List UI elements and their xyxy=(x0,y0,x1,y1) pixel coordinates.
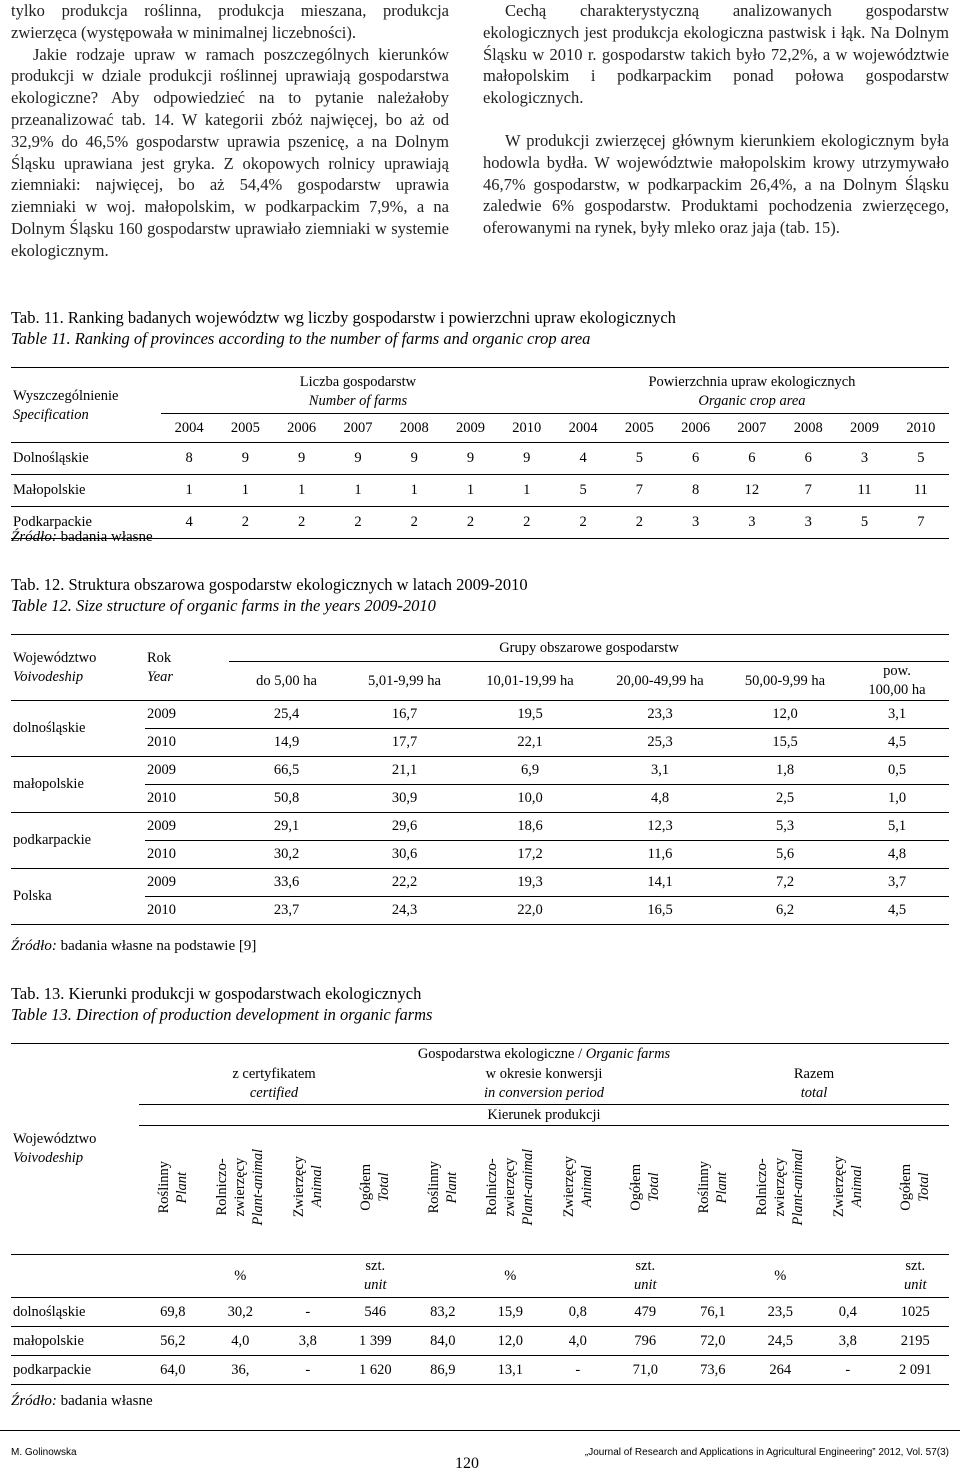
voiv-en: Voivodeship xyxy=(13,668,84,685)
table-row xyxy=(11,443,949,475)
year-cell: 2006 xyxy=(274,414,330,443)
table-cell: 24,3 xyxy=(391,902,418,918)
year-cell: 2010 xyxy=(147,902,176,918)
caption-en: Table 12. Size structure of organic farms in the years 2009-2010 xyxy=(11,596,436,615)
voiv-header xyxy=(11,635,145,701)
table-cell: 22,1 xyxy=(517,734,543,750)
table-cell: 3,8 xyxy=(298,1332,317,1349)
table-cell: 17,7 xyxy=(391,734,418,750)
table-cell: 50,8 xyxy=(273,790,300,806)
year-pl: Rok xyxy=(147,649,172,666)
table-cell: 73,6 xyxy=(700,1361,726,1378)
table-cell: 22,2 xyxy=(344,869,465,897)
table-cell: 4,5 xyxy=(887,902,907,918)
table-cell: 14,1 xyxy=(595,869,725,897)
farms-header xyxy=(139,1044,949,1065)
table-cell: 1 xyxy=(523,482,531,498)
table-cell: 9 xyxy=(410,450,418,466)
area-pl: Powierzchnia upraw ekologicznych xyxy=(648,374,856,391)
group-header xyxy=(679,1064,949,1105)
table-cell: 30,2 xyxy=(227,1303,253,1320)
table-cell: 19,3 xyxy=(465,869,595,897)
year-cell: 2010 xyxy=(147,734,176,750)
table-cell: 29,1 xyxy=(229,813,344,841)
table-cell: 1,0 xyxy=(887,790,907,806)
table-row xyxy=(11,1298,949,1327)
table-row xyxy=(11,1356,949,1385)
caption-pl: Tab. 11. Ranking badanych województw wg liczby gospodarstw i powierzchni upraw ekologicznych xyxy=(11,308,676,327)
table-cell: 264 xyxy=(769,1361,792,1378)
farms-en: Number of farms xyxy=(308,393,408,410)
region-label: podkarpackie xyxy=(11,813,145,869)
table-cell: 12,0 xyxy=(725,701,845,729)
table-13-source xyxy=(11,1392,153,1410)
sub-header-plant-animal: Rolniczo- zwierzęcy Plant-animal xyxy=(484,1148,537,1226)
table-cell: 24,5 xyxy=(767,1332,793,1349)
table-cell: 2 xyxy=(579,514,587,530)
col-header xyxy=(845,662,949,701)
table-cell: 7 xyxy=(804,482,812,498)
table-cell: 5 xyxy=(917,450,925,466)
unit-szt: szt. unit xyxy=(903,1258,927,1293)
group-pl: w okresie konwersji xyxy=(485,1066,603,1082)
spec-pl: Wyszczególnienie xyxy=(13,388,119,404)
year-cell: 2009 xyxy=(145,701,229,729)
table-cell: 2 091 xyxy=(898,1361,932,1378)
farms-header-en: Organic farms xyxy=(585,1045,671,1062)
table-cell: 12 xyxy=(744,482,760,498)
footer-rule xyxy=(0,1430,960,1431)
table-row xyxy=(11,475,949,507)
year-cell: 2009 xyxy=(145,869,229,897)
table-cell: 3 xyxy=(860,450,869,466)
year-cell: 2010 xyxy=(147,846,176,862)
paragraph: Jakie rodzaje upraw w ramach poszczególnych kierunków produkcji w dziale produkcji roślinnej uprawiają gospodarstwa ekologiczne? Aby odpowiedzieć na to pytanie należałoby przeanalizować tab. 14. W kategorii zbóż najwięcej, bo aż od 32,9% do 46,5% gospodarstw uprawia pszenicę, a na Dolnym Śląsku uprawiana jest gryka. Z okopowych rolnicy uprawiają ziemniaki: najwięcej, bo aż 54,4% gospodarstw uprawia ziemniaki w woj. małopolskim, w podkarpackim 7,9%, a na Dolnym Śląsku 160 gospodarstw uprawiało ziemniaki w systemie ekologicznym. xyxy=(11,44,449,260)
year-header xyxy=(145,635,229,701)
table-12 xyxy=(11,634,949,925)
source-label: Źródło: xyxy=(11,529,57,545)
group-en: in conversion period xyxy=(483,1085,604,1101)
table-cell: 18,6 xyxy=(465,813,595,841)
farms-header xyxy=(161,368,555,414)
group-en: total xyxy=(800,1085,828,1101)
table-cell: 479 xyxy=(634,1303,657,1320)
year-cell: 2010 xyxy=(893,414,949,443)
group-header xyxy=(139,1064,409,1105)
col-header: 5,01-9,99 ha xyxy=(368,672,441,689)
table-cell: 5 xyxy=(860,514,869,530)
table-cell: 3 xyxy=(804,514,812,530)
voiv-pl: Województwo xyxy=(13,1131,97,1147)
table-cell: 21,1 xyxy=(344,757,465,785)
table-cell: 3,8 xyxy=(838,1332,857,1349)
table-cell: 4,8 xyxy=(887,846,907,862)
table-cell: 30,9 xyxy=(391,790,418,806)
table-13 xyxy=(11,1043,949,1385)
year-en: Year xyxy=(147,668,174,685)
table-cell: 2195 xyxy=(900,1332,930,1349)
table-cell: 6 xyxy=(804,450,812,466)
table-11 xyxy=(11,367,949,539)
year-cell: 2006 xyxy=(668,414,724,443)
table-cell: 12,0 xyxy=(497,1332,523,1349)
table-cell: 30,6 xyxy=(391,846,418,862)
table-cell: 11 xyxy=(857,482,872,498)
table-cell: 19,5 xyxy=(465,701,595,729)
unit-pct: % xyxy=(774,1267,787,1284)
year-cell: 2007 xyxy=(330,414,386,443)
table-cell: 9 xyxy=(466,450,475,466)
sub-header-plant: Roślinny Plant xyxy=(425,1160,460,1214)
row-label: Podkarpackie xyxy=(13,514,92,530)
table-cell: 1 xyxy=(185,482,193,498)
table-cell: 15,9 xyxy=(497,1303,523,1320)
table-cell: 12,3 xyxy=(595,813,725,841)
table-cell: 25,4 xyxy=(229,701,344,729)
table-cell: 69,8 xyxy=(160,1303,186,1320)
table-cell: 3,7 xyxy=(845,869,949,897)
table-cell: 0,5 xyxy=(845,757,949,785)
table-cell: 64,0 xyxy=(160,1361,186,1378)
table-cell: 29,6 xyxy=(344,813,465,841)
table-cell: 33,6 xyxy=(229,869,344,897)
table-cell: 56,2 xyxy=(160,1332,186,1349)
sub-header-plant-animal: Rolniczo- zwierzęcy Plant-animal xyxy=(754,1148,807,1226)
groups-header: Grupy obszarowe gospodarstw xyxy=(229,635,949,662)
source-text: badania własne na podstawie [9] xyxy=(60,938,257,954)
table-cell: 3,1 xyxy=(845,701,949,729)
table-cell: 22,0 xyxy=(517,902,543,918)
sub-header-plant-animal: Rolniczo- zwierzęcy Plant-animal xyxy=(214,1148,267,1226)
table-cell: 2 xyxy=(523,514,531,530)
table-cell: 16,5 xyxy=(647,902,673,918)
table-cell: 10,0 xyxy=(517,790,543,806)
table-cell: 546 xyxy=(364,1303,387,1320)
table-12-source xyxy=(11,937,256,955)
table-cell: 8 xyxy=(692,482,700,498)
table-cell: 76,1 xyxy=(700,1303,726,1320)
table-cell: 2 xyxy=(298,514,306,530)
table-cell: 17,2 xyxy=(517,846,543,862)
table-cell: - xyxy=(305,1303,311,1320)
col-header: 20,00-49,99 ha xyxy=(616,672,704,689)
table-cell: 6 xyxy=(748,450,756,466)
group-pl: z certyfikatem xyxy=(232,1066,316,1082)
table-cell: 23,5 xyxy=(767,1303,793,1320)
voiv-pl: Województwo xyxy=(13,649,97,666)
region-label: Polska xyxy=(11,869,145,925)
year-cell: 2004 xyxy=(555,414,611,443)
table-cell: 7 xyxy=(635,482,643,498)
table-cell: 2 xyxy=(354,514,362,530)
source-label: Źródło: xyxy=(11,938,57,954)
table-cell: 72,0 xyxy=(700,1332,726,1349)
area-header xyxy=(555,368,949,414)
page-number: 120 xyxy=(455,1455,479,1472)
table-cell: 4,5 xyxy=(887,734,907,750)
caption-en: Table 13. Direction of production development in organic farms xyxy=(11,1005,433,1024)
table-cell: 1 xyxy=(466,482,475,498)
table-cell: - xyxy=(305,1361,311,1378)
year-cell: 2008 xyxy=(386,414,442,443)
table-cell: 84,0 xyxy=(430,1332,456,1349)
table-cell: 5,6 xyxy=(775,846,795,862)
table-cell: 11 xyxy=(913,482,928,498)
source-text: badania własne xyxy=(60,529,153,545)
year-cell: 2010 xyxy=(147,790,176,806)
table-cell: 1,8 xyxy=(725,757,845,785)
caption-pl: Tab. 13. Kierunki produkcji w gospodarstwach ekologicznych xyxy=(11,984,422,1003)
table-cell: 9 xyxy=(354,450,362,466)
row-label: małopolskie xyxy=(13,1332,84,1349)
table-cell: 1 xyxy=(298,482,306,498)
year-cell: 2007 xyxy=(724,414,780,443)
row-label: Dolnośląskie xyxy=(13,450,89,466)
sub-header-animal: Zwierzęcy Animal xyxy=(560,1156,595,1218)
table-cell: 1 620 xyxy=(358,1361,392,1378)
row-label: dolnośląskie xyxy=(13,1303,86,1320)
table-row xyxy=(11,1327,949,1356)
source-text: badania własne xyxy=(60,1393,153,1409)
table-cell: 7 xyxy=(917,514,925,530)
spec-header xyxy=(11,368,161,443)
table-11-caption xyxy=(11,307,676,349)
table-cell: 2 xyxy=(241,514,250,530)
table-cell: 9 xyxy=(298,450,306,466)
table-cell: 3 xyxy=(748,514,756,530)
table-cell: 8 xyxy=(185,450,193,466)
table-cell: 25,3 xyxy=(647,734,673,750)
col-header: do 5,00 ha xyxy=(256,672,317,689)
table-cell: 5,1 xyxy=(845,813,949,841)
table-cell: 5 xyxy=(579,482,587,498)
caption-pl: Tab. 12. Struktura obszarowa gospodarstw ekologicznych w latach 2009-2010 xyxy=(11,575,528,594)
area-en: Organic crop area xyxy=(698,393,806,410)
table-11-source xyxy=(11,528,153,546)
table-cell: - xyxy=(845,1361,851,1378)
table-cell: 36, xyxy=(231,1361,250,1378)
col-header: 50,00-9,99 ha xyxy=(744,672,826,689)
table-cell: 16,7 xyxy=(344,701,465,729)
sub-header-total: Ogółem Total xyxy=(628,1163,663,1211)
col-header-line: 100,00 ha xyxy=(868,682,926,698)
year-cell: 2005 xyxy=(611,414,667,443)
year-cell: 2004 xyxy=(161,414,217,443)
year-cell: 2009 xyxy=(442,414,498,443)
table-cell: 0,8 xyxy=(568,1303,587,1320)
units-row xyxy=(11,1255,949,1298)
sub-header-animal: Zwierzęcy Animal xyxy=(290,1156,325,1218)
unit-szt: szt. unit xyxy=(363,1258,387,1293)
year-cell: 2005 xyxy=(217,414,273,443)
table-cell: 9 xyxy=(523,450,531,466)
table-cell: 2 xyxy=(635,514,643,530)
source-label: Źródło: xyxy=(11,1393,57,1409)
paragraph: Cechą charakterystyczną analizowanych gospodarstw ekologicznych jest produkcja ekologiczna pastwisk i łąk. Na Dolnym Śląsku w 2010 r. gospodarstw takich było 72,2%, a w województwie małopolskim i podkarpackim ponad połowa gospodarstw ekologicznych. xyxy=(483,1,949,108)
paragraph: tylko produkcja roślinna, produkcja mieszana, produkcja zwierzęca (występowała w minimalnej liczebności). xyxy=(11,1,449,42)
table-cell: 23,7 xyxy=(273,902,300,918)
table-cell: 5,3 xyxy=(725,813,845,841)
region-label: dolnośląskie xyxy=(11,701,145,757)
table-cell: 66,5 xyxy=(229,757,344,785)
table-cell: 2 xyxy=(410,514,418,530)
table-cell: 11,6 xyxy=(647,846,673,862)
col-header-line: pow. xyxy=(883,663,911,679)
unit-szt: szt. unit xyxy=(633,1258,657,1293)
footer-journal: „Journal of Research and Applications in Agricultural Engineering” 2012, Vol. 57(3) xyxy=(584,1447,949,1458)
table-cell: 7,2 xyxy=(725,869,845,897)
table-cell: 1025 xyxy=(900,1303,930,1320)
table-cell: 3,1 xyxy=(595,757,725,785)
table-cell: 4 xyxy=(579,450,587,466)
year-cell: 2009 xyxy=(145,757,229,785)
table-cell: 6,9 xyxy=(465,757,595,785)
group-header xyxy=(409,1064,679,1105)
table-cell: 0,4 xyxy=(838,1303,857,1320)
sub-header-plant: Roślinny Plant xyxy=(155,1160,190,1214)
region-label: małopolskie xyxy=(11,757,145,813)
table-cell: 2,5 xyxy=(775,790,795,806)
table-cell: 9 xyxy=(241,450,250,466)
caption-en: Table 11. Ranking of provinces according to the number of farms and organic crop area xyxy=(11,329,591,348)
table-cell: 2 xyxy=(466,514,475,530)
table-cell: 796 xyxy=(634,1332,657,1349)
table-cell: 6 xyxy=(692,450,700,466)
unit-pct: % xyxy=(504,1267,517,1284)
paragraph: W produkcji zwierzęcej głównym kierunkiem ekologicznym była hodowla bydła. W województwie małopolskim krowy utrzymywało 46,7% gospodarstw, w podkarpackim 26,4%, a na Dolnym Śląsku zaledwie 6% gospodarstw. Produktami pochodzenia zwierzęcego, oferowanymi na rynek, były mleko oraz jaja (tab. 15). xyxy=(483,130,949,238)
farms-pl: Liczba gospodarstw xyxy=(299,374,417,391)
row-label: Małopolskie xyxy=(13,482,86,498)
table-12-caption xyxy=(11,574,528,616)
table-cell: 83,2 xyxy=(430,1303,456,1320)
year-cell: 2009 xyxy=(836,414,892,443)
table-cell: 4,0 xyxy=(231,1332,250,1349)
left-column-text xyxy=(11,0,449,262)
sub-header-total: Ogółem Total xyxy=(898,1163,933,1211)
table-cell: 1 399 xyxy=(358,1332,392,1349)
table-cell: 14,9 xyxy=(273,734,300,750)
year-cell: 2009 xyxy=(145,813,229,841)
table-13-caption xyxy=(11,983,432,1025)
table-cell: 23,3 xyxy=(595,701,725,729)
right-column-text xyxy=(483,0,949,239)
direction-header: Kierunek produkcji xyxy=(139,1105,949,1126)
table-cell: 1 xyxy=(410,482,418,498)
group-pl: Razem xyxy=(793,1066,835,1082)
footer-author: M. Golinowska xyxy=(11,1447,77,1458)
sub-header-plant: Roślinny Plant xyxy=(695,1160,730,1214)
col-header: 10,01-19,99 ha xyxy=(486,672,574,689)
table-cell: 15,5 xyxy=(772,734,798,750)
year-cell: 2010 xyxy=(499,414,555,443)
table-cell: 5 xyxy=(635,450,643,466)
sub-header-total: Ogółem Total xyxy=(358,1163,393,1211)
table-cell: 4 xyxy=(185,514,193,530)
farms-header-pl: Gospodarstwa ekologiczne / xyxy=(417,1045,586,1062)
voiv-en: Voivodeship xyxy=(13,1150,84,1166)
sub-header-animal: Zwierzęcy Animal xyxy=(830,1156,865,1218)
row-label: podkarpackie xyxy=(13,1361,92,1378)
table-cell: - xyxy=(575,1361,581,1378)
voiv-header xyxy=(11,1044,139,1255)
table-cell: 1 xyxy=(241,482,250,498)
table-cell: 86,9 xyxy=(430,1361,456,1378)
group-en: certified xyxy=(249,1085,299,1101)
table-cell: 4,8 xyxy=(650,790,670,806)
table-cell: 6,2 xyxy=(775,902,795,918)
table-cell: 30,2 xyxy=(273,846,300,862)
table-cell: 71,0 xyxy=(632,1361,658,1378)
table-cell: 13,1 xyxy=(497,1361,523,1378)
year-cell: 2008 xyxy=(780,414,836,443)
table-cell: 3 xyxy=(692,514,700,530)
unit-pct: % xyxy=(234,1267,247,1284)
table-cell: 1 xyxy=(354,482,362,498)
table-cell: 4,0 xyxy=(568,1332,587,1349)
spec-en: Specification xyxy=(13,407,89,423)
